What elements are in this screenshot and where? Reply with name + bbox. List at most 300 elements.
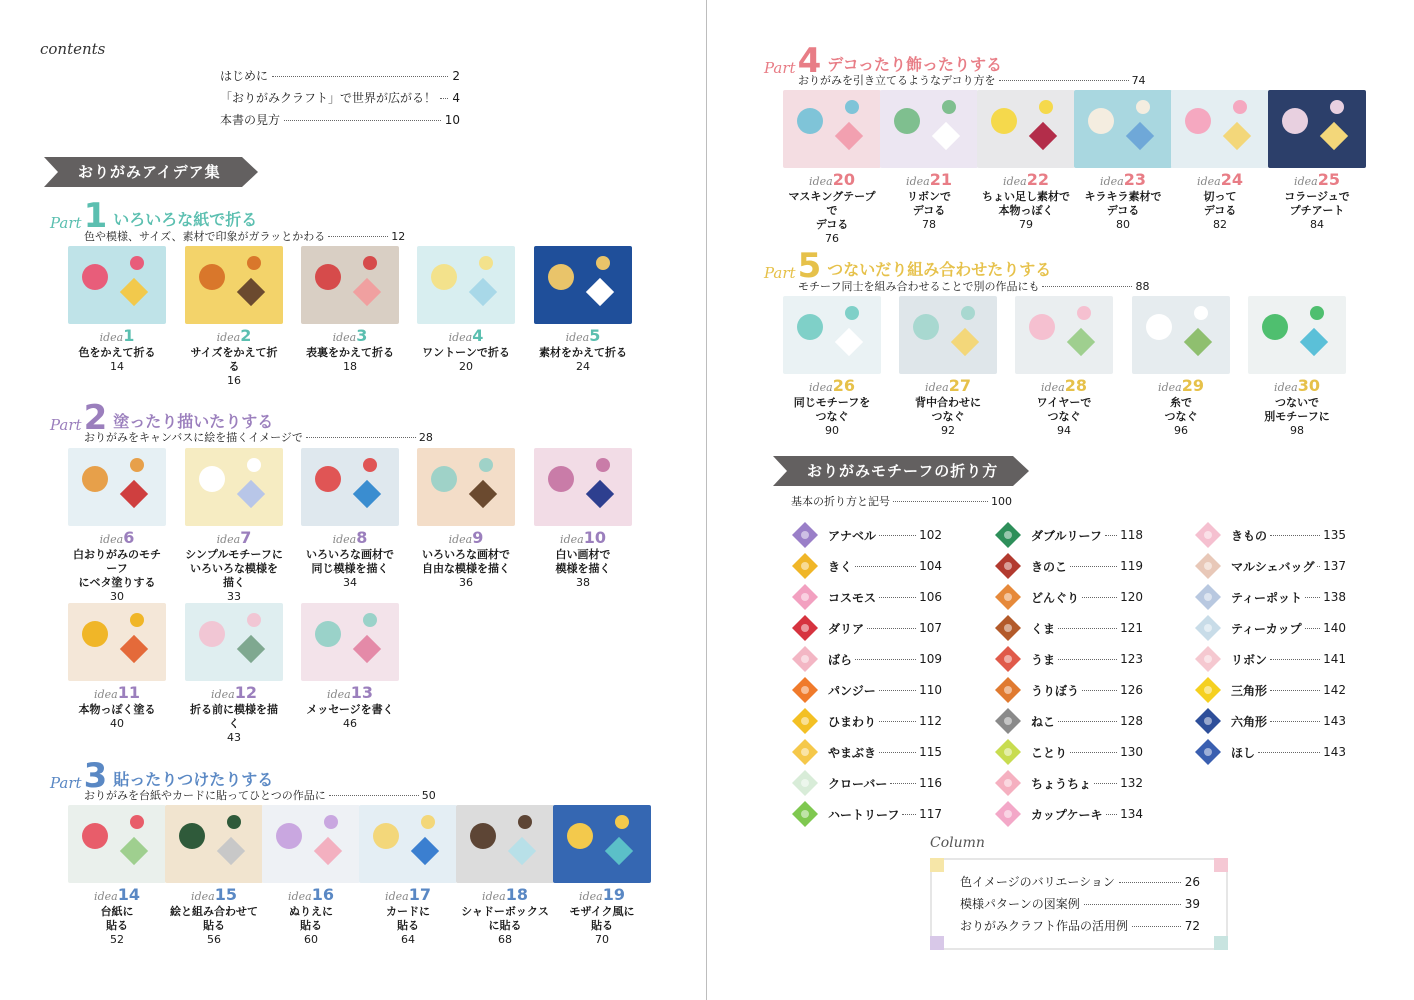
leader-dots xyxy=(1305,596,1320,598)
photo-shape xyxy=(247,458,261,472)
idea-number: 28 xyxy=(1064,376,1087,395)
boar-icon xyxy=(993,675,1023,705)
motif-entry[interactable] xyxy=(993,706,1143,736)
column-corner xyxy=(930,858,944,872)
motif-entry[interactable] xyxy=(993,582,1143,612)
idea-photo xyxy=(977,90,1075,168)
basic-folds-label: 基本の折り方と記号 xyxy=(791,495,890,508)
part-subtitle xyxy=(84,787,436,803)
motif-name: きのこ xyxy=(1031,559,1068,574)
motif-entry[interactable] xyxy=(790,613,942,643)
photo-shape xyxy=(1067,328,1095,356)
idea-label xyxy=(534,326,632,346)
idea-label xyxy=(880,170,978,190)
motif-entry[interactable] xyxy=(790,737,942,767)
motif-name: ティーカップ xyxy=(1231,621,1302,636)
leader-dots xyxy=(1070,751,1117,753)
motif-entry[interactable] xyxy=(993,768,1143,798)
motif-name: どんぐり xyxy=(1031,590,1080,605)
motif-page: 141 xyxy=(1323,652,1346,666)
idea-card[interactable] xyxy=(783,296,881,438)
motif-entry[interactable] xyxy=(993,551,1143,581)
photo-shape xyxy=(508,837,536,865)
bag-icon xyxy=(1193,551,1223,581)
motif-entry[interactable] xyxy=(790,706,942,736)
idea-word: idea xyxy=(448,331,473,344)
idea-word: idea xyxy=(1197,175,1221,188)
idea-word: idea xyxy=(579,890,603,903)
idea-number: 10 xyxy=(583,528,606,547)
idea-word: idea xyxy=(1274,381,1298,394)
part-title: デコったり飾ったりする xyxy=(827,55,1002,74)
idea-label xyxy=(1268,170,1366,190)
idea-number: 18 xyxy=(505,885,528,904)
idea-card[interactable] xyxy=(1132,296,1230,438)
motif-name: パンジー xyxy=(828,683,876,698)
leader-dots xyxy=(1058,658,1117,660)
motif-page: 138 xyxy=(1323,590,1346,604)
idea-caption: つなぐ xyxy=(931,410,965,423)
idea-page: 18 xyxy=(343,360,357,373)
idea-caption: デコる xyxy=(1106,204,1140,217)
column-entry-page: 39 xyxy=(1184,896,1200,911)
photo-shape xyxy=(1282,108,1308,134)
idea-word: idea xyxy=(94,890,118,903)
idea-card[interactable] xyxy=(301,246,399,374)
idea-caption: デコる xyxy=(912,204,946,217)
toc-entry-page: 4 xyxy=(452,90,460,105)
leader-dots xyxy=(284,119,441,121)
idea-caption: にベタ塗りする xyxy=(78,576,156,589)
motif-name: クローバー xyxy=(828,776,888,791)
idea-label xyxy=(262,885,360,905)
idea-number: 17 xyxy=(408,885,431,904)
photo-shape xyxy=(363,256,377,270)
idea-page: 38 xyxy=(576,576,590,589)
leader-dots xyxy=(879,751,916,753)
photo-shape xyxy=(1029,314,1055,340)
idea-card[interactable] xyxy=(1074,90,1172,232)
clover-icon xyxy=(790,768,820,798)
motif-page: 128 xyxy=(1120,714,1143,728)
leader-dots xyxy=(879,689,916,691)
idea-page: 30 xyxy=(110,590,124,603)
motif-name: アナベル xyxy=(828,528,877,543)
idea-caption: 本物っぽく xyxy=(998,204,1054,217)
idea-label xyxy=(359,885,457,905)
part-word: Part xyxy=(50,214,82,232)
motif-page: 119 xyxy=(1120,559,1143,573)
photo-shape xyxy=(431,264,457,290)
leader-dots xyxy=(272,75,448,77)
idea-word: idea xyxy=(1003,175,1027,188)
idea-photo xyxy=(185,603,283,681)
photo-shape xyxy=(82,621,108,647)
motif-entry[interactable] xyxy=(790,551,942,581)
toc-entry xyxy=(220,111,460,128)
photo-shape xyxy=(586,480,614,508)
column-entry[interactable] xyxy=(960,895,1200,912)
triangle-icon xyxy=(1193,675,1223,705)
part-subtitle-text: モチーフ同士を組み合わせることで別の作品にも xyxy=(798,280,1040,293)
toc-entry xyxy=(220,67,460,84)
motif-entry[interactable] xyxy=(993,644,1143,674)
idea-card[interactable] xyxy=(534,448,632,590)
photo-shape xyxy=(1126,122,1154,150)
idea-word: idea xyxy=(94,688,118,701)
idea-caption: 色をかえて折る xyxy=(78,346,156,359)
idea-caption: ワントーンで折る xyxy=(422,346,510,359)
idea-number: 14 xyxy=(117,885,140,904)
motif-page: 116 xyxy=(919,776,942,790)
motif-entry[interactable] xyxy=(1193,520,1346,550)
motif-name: ちょうちょ xyxy=(1031,776,1092,791)
idea-card[interactable] xyxy=(185,448,283,604)
teapot-icon xyxy=(1193,582,1223,612)
leader-dots xyxy=(893,500,988,502)
motif-entry[interactable] xyxy=(1193,675,1346,705)
sunflower-icon xyxy=(790,706,820,736)
chrysanthemum-icon xyxy=(790,551,820,581)
leader-dots xyxy=(1270,658,1320,660)
photo-shape xyxy=(237,480,265,508)
idea-caption: 折る前に模様を描く xyxy=(190,703,278,730)
rose-icon xyxy=(790,644,820,674)
idea-number: 15 xyxy=(214,885,237,904)
photo-shape xyxy=(314,837,342,865)
idea-word: idea xyxy=(482,890,506,903)
idea-label xyxy=(456,885,554,905)
photo-shape xyxy=(237,635,265,663)
idea-photo xyxy=(899,296,997,374)
photo-shape xyxy=(324,815,338,829)
idea-page: 98 xyxy=(1290,424,1304,437)
motif-entry[interactable] xyxy=(993,737,1143,767)
idea-page: 43 xyxy=(227,731,241,744)
photo-shape xyxy=(363,613,377,627)
annabelle-icon xyxy=(790,520,820,550)
cupcake-icon xyxy=(993,799,1023,829)
photo-shape xyxy=(596,458,610,472)
photo-shape xyxy=(1088,108,1114,134)
motif-page: 142 xyxy=(1323,683,1346,697)
idea-card[interactable] xyxy=(456,805,554,947)
idea-word: idea xyxy=(1158,381,1182,394)
column-entry[interactable] xyxy=(960,917,1200,934)
photo-shape xyxy=(586,278,614,306)
motif-page: 117 xyxy=(919,807,942,821)
motif-entry[interactable] xyxy=(993,520,1143,550)
idea-caption: 糸で xyxy=(1170,396,1192,409)
pansy-icon xyxy=(790,675,820,705)
photo-shape xyxy=(237,278,265,306)
idea-card[interactable] xyxy=(1171,90,1269,232)
idea-caption: プチアート xyxy=(1289,204,1345,217)
idea-photo xyxy=(456,805,554,883)
leader-dots xyxy=(1084,903,1181,905)
idea-card[interactable] xyxy=(68,246,166,374)
section-banner-motifs-label: おりがみモチーフの折り方 xyxy=(807,462,999,480)
idea-card[interactable] xyxy=(1248,296,1346,438)
idea-page: 64 xyxy=(401,933,415,946)
idea-label xyxy=(185,326,283,346)
idea-page: 70 xyxy=(595,933,609,946)
photo-shape xyxy=(991,108,1017,134)
idea-photo xyxy=(262,805,360,883)
idea-photo xyxy=(534,448,632,526)
part-subtitle xyxy=(84,429,433,445)
motif-page: 132 xyxy=(1120,776,1143,790)
motif-name: ハートリーフ xyxy=(828,807,900,822)
photo-shape xyxy=(518,815,532,829)
motif-entry[interactable] xyxy=(790,768,942,798)
motif-entry[interactable] xyxy=(790,675,942,705)
part-title: つないだり組み合わせたりする xyxy=(827,260,1052,279)
motif-entry[interactable] xyxy=(1193,737,1346,767)
idea-photo xyxy=(185,246,283,324)
motif-page: 134 xyxy=(1120,807,1143,821)
idea-word: idea xyxy=(565,331,590,344)
part-number: 1 xyxy=(83,196,108,236)
motif-entry[interactable] xyxy=(993,675,1143,705)
idea-label xyxy=(185,683,283,703)
photo-shape xyxy=(217,837,245,865)
idea-card[interactable] xyxy=(1268,90,1366,232)
idea-label xyxy=(68,528,166,548)
idea-caption: 貼る xyxy=(203,919,225,932)
motif-name: ひまわり xyxy=(828,714,877,729)
photo-shape xyxy=(1146,314,1172,340)
photo-shape xyxy=(605,837,633,865)
leader-dots xyxy=(1305,627,1320,629)
idea-label xyxy=(1171,170,1269,190)
idea-photo xyxy=(359,805,457,883)
motif-name: ことり xyxy=(1031,745,1068,760)
idea-label xyxy=(68,683,166,703)
idea-caption: 自由な模様を描く xyxy=(422,562,510,575)
photo-shape xyxy=(797,314,823,340)
idea-number: 26 xyxy=(832,376,855,395)
motif-name: ねこ xyxy=(1031,714,1056,729)
photo-shape xyxy=(120,278,148,306)
section-banner-motifs xyxy=(773,456,1013,486)
idea-card[interactable] xyxy=(880,90,978,232)
idea-card[interactable] xyxy=(417,246,515,374)
double-leaf-icon xyxy=(993,520,1023,550)
cat-icon xyxy=(993,706,1023,736)
leader-dots xyxy=(328,235,388,237)
motif-entry[interactable] xyxy=(790,644,942,674)
idea-label xyxy=(301,326,399,346)
leader-dots xyxy=(1042,285,1132,287)
motif-page: 112 xyxy=(919,714,942,728)
idea-number: 23 xyxy=(1123,170,1146,189)
toc-entry-page: 10 xyxy=(444,112,460,127)
motif-name: リボン xyxy=(1231,652,1268,667)
idea-label xyxy=(899,376,997,396)
idea-photo xyxy=(880,90,978,168)
idea-card[interactable] xyxy=(301,448,399,590)
photo-shape xyxy=(130,458,144,472)
part-number: 2 xyxy=(83,398,108,438)
photo-shape xyxy=(373,823,399,849)
idea-card[interactable] xyxy=(359,805,457,947)
idea-label xyxy=(68,885,166,905)
motif-entry[interactable] xyxy=(1193,551,1346,581)
leader-dots xyxy=(1270,720,1320,722)
idea-card[interactable] xyxy=(1015,296,1113,438)
idea-card[interactable] xyxy=(534,246,632,374)
idea-card[interactable] xyxy=(68,603,166,731)
photo-shape xyxy=(932,122,960,150)
part-title: 塗ったり描いたりする xyxy=(113,412,274,431)
idea-card[interactable] xyxy=(899,296,997,438)
idea-word: idea xyxy=(1100,175,1124,188)
column-corner xyxy=(930,936,944,950)
idea-card[interactable] xyxy=(553,805,651,947)
photo-shape xyxy=(247,613,261,627)
idea-photo xyxy=(1248,296,1346,374)
idea-page: 79 xyxy=(1019,218,1033,231)
motif-page: 107 xyxy=(919,621,942,635)
idea-caption: 模様を描く xyxy=(555,562,611,575)
leader-dots xyxy=(1270,534,1320,536)
idea-label xyxy=(1015,376,1113,396)
idea-card[interactable] xyxy=(68,448,166,604)
motif-name: コスモス xyxy=(828,590,877,605)
part-page: 28 xyxy=(418,430,433,444)
idea-number: 24 xyxy=(1220,170,1243,189)
column-entry[interactable] xyxy=(960,873,1200,890)
idea-page: 40 xyxy=(110,717,124,730)
idea-page: 84 xyxy=(1310,218,1324,231)
photo-shape xyxy=(1039,100,1053,114)
butterfly-icon xyxy=(993,768,1023,798)
photo-shape xyxy=(548,466,574,492)
motif-entry[interactable] xyxy=(790,799,942,829)
idea-label xyxy=(783,170,881,190)
idea-page: 94 xyxy=(1057,424,1071,437)
motif-entry[interactable] xyxy=(993,799,1143,829)
column-title: Column xyxy=(926,835,989,851)
idea-number: 4 xyxy=(472,326,484,345)
idea-card[interactable] xyxy=(977,90,1075,232)
motif-entry[interactable] xyxy=(790,582,942,612)
photo-shape xyxy=(894,108,920,134)
idea-caption: 切って xyxy=(1203,190,1237,203)
part-title: 貼ったりつけたりする xyxy=(113,770,274,789)
photo-shape xyxy=(120,635,148,663)
photo-shape xyxy=(1029,122,1057,150)
idea-card[interactable] xyxy=(417,448,515,590)
photo-shape xyxy=(479,256,493,270)
bird-icon xyxy=(993,737,1023,767)
idea-word: idea xyxy=(1294,175,1318,188)
idea-label xyxy=(301,528,399,548)
leader-dots xyxy=(1106,813,1118,815)
idea-page: 68 xyxy=(498,933,512,946)
idea-word: idea xyxy=(809,175,833,188)
leader-dots xyxy=(1094,782,1117,784)
toc-entry-label: 「おりがみクラフト」で世界が広がる！ xyxy=(220,91,437,105)
idea-word: idea xyxy=(385,890,409,903)
section-banner-ideas xyxy=(44,157,242,187)
section-banner-ideas-label: おりがみアイデア集 xyxy=(78,163,221,181)
idea-page: 46 xyxy=(343,717,357,730)
leader-dots xyxy=(329,794,419,796)
idea-caption: 台紙に xyxy=(100,905,134,918)
motif-page: 109 xyxy=(919,652,942,666)
motif-entry[interactable] xyxy=(1193,706,1346,736)
idea-card[interactable] xyxy=(783,90,881,246)
photo-shape xyxy=(315,264,341,290)
idea-card[interactable] xyxy=(185,246,283,388)
idea-label xyxy=(68,326,166,346)
photo-shape xyxy=(411,837,439,865)
idea-photo xyxy=(301,246,399,324)
idea-page: 20 xyxy=(459,360,473,373)
bear-icon xyxy=(993,613,1023,643)
idea-label xyxy=(1074,170,1172,190)
leader-dots xyxy=(1070,565,1117,567)
idea-caption: いろいろな画材で xyxy=(306,548,394,561)
idea-caption: 同じ模様を描く xyxy=(311,562,389,575)
idea-card[interactable] xyxy=(262,805,360,947)
photo-shape xyxy=(1223,122,1251,150)
idea-number: 8 xyxy=(356,528,368,547)
idea-page: 24 xyxy=(576,360,590,373)
motif-entry[interactable] xyxy=(1193,582,1346,612)
photo-shape xyxy=(315,621,341,647)
motif-entry[interactable] xyxy=(993,613,1143,643)
photo-shape xyxy=(120,837,148,865)
photo-shape xyxy=(1310,306,1324,320)
idea-card[interactable] xyxy=(165,805,263,947)
idea-photo xyxy=(1171,90,1269,168)
idea-caption: シャドーボックス xyxy=(461,905,549,918)
photo-shape xyxy=(469,480,497,508)
idea-photo xyxy=(1268,90,1366,168)
motif-entry[interactable] xyxy=(1193,613,1346,643)
idea-caption: ワイヤーで xyxy=(1036,396,1092,409)
idea-card[interactable] xyxy=(68,805,166,947)
photo-shape xyxy=(470,823,496,849)
motif-entry[interactable] xyxy=(790,520,942,550)
idea-card[interactable] xyxy=(185,603,283,745)
motif-name: マルシェバッグ xyxy=(1231,559,1315,574)
motif-entry[interactable] xyxy=(1193,644,1346,674)
leader-dots xyxy=(890,782,916,784)
idea-caption: に貼る xyxy=(488,919,522,932)
photo-shape xyxy=(353,635,381,663)
part-number: 5 xyxy=(797,246,822,286)
motif-name: ダブルリーフ xyxy=(1031,528,1102,543)
idea-card[interactable] xyxy=(301,603,399,731)
idea-page: 33 xyxy=(227,590,241,603)
kimono-icon xyxy=(1193,520,1223,550)
photo-shape xyxy=(421,815,435,829)
photo-shape xyxy=(913,314,939,340)
idea-page: 92 xyxy=(941,424,955,437)
idea-caption: デコる xyxy=(1203,204,1237,217)
idea-photo xyxy=(68,448,166,526)
idea-word: idea xyxy=(560,533,584,546)
idea-page: 96 xyxy=(1174,424,1188,437)
leader-dots xyxy=(1082,689,1117,691)
idea-label xyxy=(301,683,399,703)
motif-page: 143 xyxy=(1323,745,1346,759)
photo-shape xyxy=(315,466,341,492)
